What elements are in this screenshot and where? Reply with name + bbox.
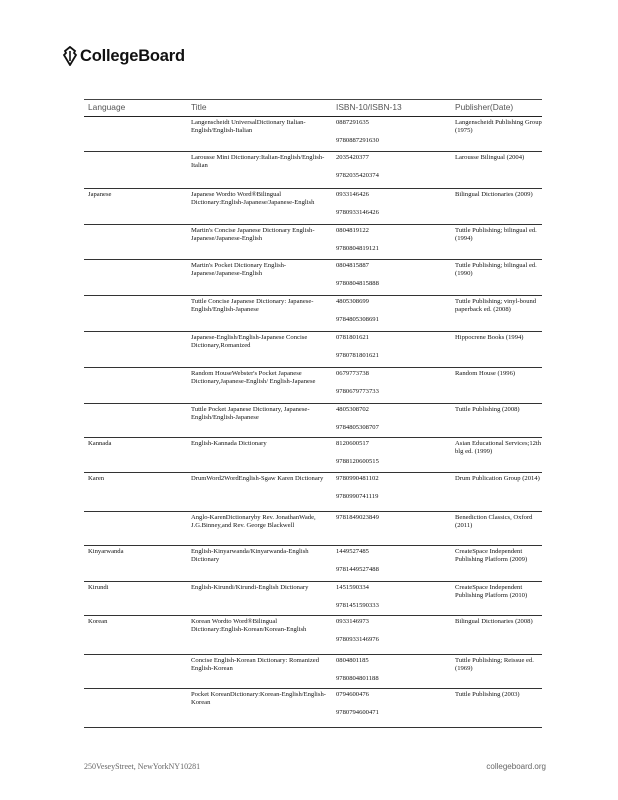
publisher-cell: Hippocrene Books (1994) [455,334,524,341]
isbn13-value: 9782035420374 [336,172,379,179]
table-row [84,473,542,512]
isbn10-value: 4805308699 [336,298,369,305]
title-cell: DrumWord2WordEnglish-Sgaw Karen Dictionary [191,475,324,482]
isbn-cell [336,475,436,501]
table-row [84,152,542,189]
publisher-cell: Benediction Classics, Oxford (2011) [455,514,533,529]
isbn13-value: 9784805308691 [336,316,379,323]
isbn-cell [336,298,436,324]
table-row [84,438,542,473]
publisher-cell: Tuttle Publishing (2003) [455,691,520,698]
isbn10-value: 0933146973 [336,618,369,625]
footer-site-link[interactable]: collegeboard.org [486,762,546,771]
isbn13-value: 9780679773733 [336,388,379,395]
dictionary-table [84,99,542,728]
publisher-cell: Asian Educational Services;12th blg ed. (1999) [455,440,542,455]
table-header [84,99,542,117]
isbn-cell [336,548,436,574]
isbn-cell [336,154,436,180]
title-cell: Tuttle Pocket Japanese Dictionary, Japanese-English/English-Japanese [191,406,310,421]
isbn13-value: 9780804819121 [336,245,379,252]
publisher-cell: Random House (1996) [455,370,516,377]
isbn13-value: 9780794600471 [336,709,379,716]
table-row [84,368,542,404]
table-row [84,332,542,368]
isbn-cell [336,119,436,145]
title-cell: English-Kirundi/Kirundi-English Dictionary [191,584,309,591]
language-cell: Japanese [88,191,112,198]
publisher-cell: Tuttle Publishing; bilingual ed. (1994) [455,227,537,242]
isbn10-value: 0933146426 [336,191,369,198]
publisher-cell: CreateSpace Independent Publishing Platform (2010) [455,584,528,599]
logo-text: CollegeBoard [80,46,185,65]
header-title: Title [191,102,207,112]
isbn-cell [336,406,436,432]
acorn-logo-icon [62,46,78,66]
table-row [84,260,542,296]
isbn-cell [336,514,436,532]
language-cell: Kannada [88,440,112,447]
publisher-cell: Tuttle Publishing (2008) [455,406,520,413]
header-publisher: Publisher(Date) [455,102,514,112]
isbn13-value: 9780990741119 [336,493,379,500]
language-cell: Korean [88,618,108,625]
language-cell: Karen [88,475,105,482]
isbn13-value: 9788120600515 [336,458,379,465]
table-row [84,655,542,689]
isbn-cell [336,440,436,466]
title-cell: Langenscheidt UniversalDictionary Italian-English/English-Italian [191,119,306,134]
title-cell: Larousse Mini Dictionary:Italian-English/English-Italian [191,154,325,169]
isbn10-value: 0781801621 [336,334,369,341]
isbn10-value: 1449527485 [336,548,369,555]
isbn10-value: 4805308702 [336,406,369,413]
title-cell: Random HouseWebster's Pocket Japanese Dictionary,Japanese-English/ English-Japanese [191,370,316,385]
isbn13-value: 9784805308707 [336,424,379,431]
title-cell: Pocket KoreanDictionary:Korean-English/English-Korean [191,691,326,706]
publisher-cell: Tuttle Publishing; bilingual ed. (1990) [455,262,537,277]
isbn10-value: 9780990481102 [336,475,379,482]
publisher-cell: Larousse Bilingual (2004) [455,154,525,161]
publisher-cell: Langenscheidt Publishing Group (1975) [455,119,542,134]
table-row [84,512,542,546]
isbn-cell [336,334,436,360]
table-row [84,546,542,582]
isbn13-value: 9780933146426 [336,209,379,216]
header-language: Language [88,102,126,112]
isbn-cell [336,191,436,217]
title-cell: Martin's Concise Japanese Dictionary English-Japanese/Japanese-English [191,227,315,242]
publisher-cell: Tuttle Publishing; vinyl-bound paperback ed. (2008) [455,298,537,313]
table-row [84,296,542,332]
isbn10-value: 0794600476 [336,691,369,698]
isbn-cell [336,262,436,288]
table-row [84,225,542,260]
isbn10-value: 0804801185 [336,657,369,664]
title-cell: Anglo-KarenDictionaryby Rev. JonathanWade, J.G.Binney,and Rev. George Blackwell [191,514,316,529]
table-body [84,117,542,728]
isbn-cell [336,227,436,253]
isbn10-value: 0804815887 [336,262,369,269]
title-cell: Japanese Wordto Word®Bilingual Dictionary:English-Japanese/Japanese-English [191,191,315,206]
table-row [84,189,542,225]
header-isbn: ISBN-10/ISBN-13 [336,102,402,112]
publisher-cell: Tuttle Publishing; Reissue ed. (1969) [455,657,534,672]
table-row [84,689,542,728]
title-cell: Japanese-English/English-Japanese Concise Dictionary,Romanized [191,334,308,349]
table-row [84,404,542,438]
table-row [84,117,542,152]
isbn-cell [336,584,436,610]
publisher-cell: CreateSpace Independent Publishing Platform (2009) [455,548,528,563]
title-cell: Martin's Pocket Dictionary English-Japanese/Japanese-English [191,262,287,277]
publisher-cell: Bilingual Dictionaries (2008) [455,618,533,625]
isbn-cell [336,370,436,396]
isbn13-value: 9781449527488 [336,566,379,573]
title-cell: Concise English-Korean Dictionary: Romanized English-Korean [191,657,319,672]
collegeboard-logo [62,46,185,66]
isbn-cell [336,618,436,644]
table-row [84,582,542,616]
title-cell: English-Kinyarwanda/Kinyarwanda-English Dictionary [191,548,309,563]
isbn13-value: 9780804815888 [336,280,379,287]
title-cell: English-Kannada Dictionary [191,440,267,447]
isbn10-value: 9781849023849 [336,514,379,521]
footer-address: 250VeseyStreet, NewYorkNY10281 [84,762,201,771]
isbn13-value: 9780781801621 [336,352,379,359]
isbn-cell [336,691,436,717]
isbn10-value: 0679773738 [336,370,369,377]
isbn10-value: 0887291635 [336,119,369,126]
isbn10-value: 1451590334 [336,584,369,591]
isbn13-value: 9781451590333 [336,602,379,609]
table-row [84,616,542,655]
isbn13-value: 9780887291630 [336,137,379,144]
publisher-cell: Drum Publication Group (2014) [455,475,540,482]
title-cell: Korean Wordto Word®Bilingual Dictionary:English-Korean/Korean-English [191,618,307,633]
isbn13-value: 9780804801188 [336,675,379,682]
language-cell: Kinyarwanda [88,548,124,555]
isbn10-value: 8120600517 [336,440,369,447]
isbn10-value: 0804819122 [336,227,369,234]
isbn10-value: 2035420377 [336,154,369,161]
language-cell: Kirundi [88,584,109,591]
publisher-cell: Bilingual Dictionaries (2009) [455,191,533,198]
isbn-cell [336,657,436,683]
title-cell: Tuttle Concise Japanese Dictionary: Japanese-English/English-Japanese [191,298,314,313]
isbn13-value: 9780933146976 [336,636,379,643]
